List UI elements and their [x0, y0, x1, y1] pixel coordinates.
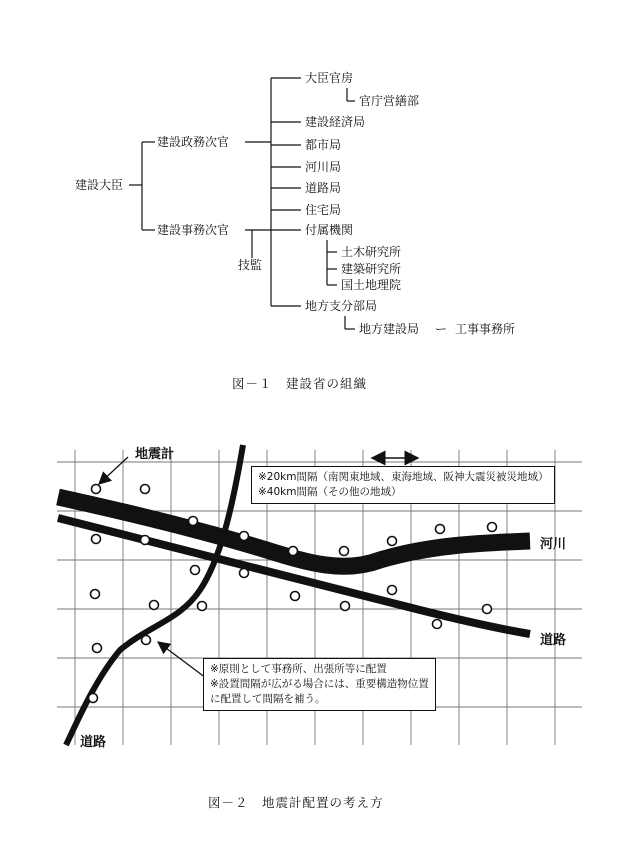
minister-label: 建設大臣 — [75, 178, 124, 192]
placement-note-line: ※原則として事務所、出張所等に配置 — [210, 663, 387, 675]
bureau-item: 地方支分部局 — [305, 299, 378, 313]
spacing-note-line: ※40km間隔（その他の地域） — [258, 486, 402, 498]
seismometer-dot — [289, 547, 298, 556]
sub-unit-item: 国土地理院 — [341, 278, 402, 292]
placement-note-line: に配置して間隔を補う。 — [210, 693, 326, 705]
seismometer-dot — [341, 602, 350, 611]
figure2-caption: 図－２ 地震計配置の考え方 — [208, 795, 384, 810]
bureau-item: 付属機関 — [305, 223, 354, 237]
bureau-item: 都市局 — [305, 138, 342, 152]
placement-note-box — [203, 658, 436, 711]
road-label-left: 道路 — [80, 735, 107, 750]
bureau-item: 住宅局 — [305, 203, 342, 217]
seismometer-dot — [92, 485, 101, 494]
sub-unit-item: 土木研究所 — [341, 245, 402, 259]
seismometer-dot — [189, 517, 198, 526]
spacing-note-line: ※20km間隔（南関東地域、東海地域、阪神大震災被災地域） — [258, 471, 549, 483]
figure1-caption: 図－１ 建設省の組織 — [232, 376, 368, 391]
vice-minister-admin: 建設事務次官 — [157, 223, 230, 237]
bureau-item: 河川局 — [305, 160, 342, 174]
seismometer-dot — [141, 536, 150, 545]
seismometer-dot — [93, 644, 102, 653]
seismometer-dot — [92, 535, 101, 544]
sub-unit-item: 官庁営繕部 — [359, 94, 420, 108]
seismometer-dot — [150, 601, 159, 610]
seismometer-dot — [141, 485, 150, 494]
seismometer-dot — [388, 537, 397, 546]
placement-note-line: ※設置間隔が広がる場合には、重要構造物位置 — [210, 678, 429, 690]
seismometer-dot — [291, 592, 300, 601]
vice-minister-political: 建設政務次官 — [157, 135, 230, 149]
dash-connector: ー — [435, 322, 448, 336]
engineering-supervisor: 技監 — [238, 258, 263, 272]
bureau-item: 大臣官房 — [305, 71, 354, 85]
seismometer-dot — [191, 566, 200, 575]
seismometer-dot — [483, 605, 492, 614]
seismometer-dot — [240, 532, 249, 541]
seismometer-label: 地震計 — [135, 447, 175, 462]
road-label-right: 道路 — [540, 633, 567, 648]
seismometer-dot — [340, 547, 349, 556]
seismometer-dot — [142, 636, 151, 645]
bureau-item: 道路局 — [305, 181, 342, 195]
sub-unit-item: 建築研究所 — [341, 262, 402, 276]
seismometer-dot — [433, 620, 442, 629]
seismometer-pointer — [99, 457, 128, 484]
seismometer-dot — [436, 525, 445, 534]
bureau-item: 建設経済局 — [305, 115, 366, 129]
seismometer-dot — [198, 602, 207, 611]
river-label: 河川 — [540, 537, 567, 552]
spacing-note-box — [251, 466, 555, 504]
sub-unit-item: 工事事務所 — [455, 322, 516, 336]
seismometer-dot — [388, 586, 397, 595]
sub-unit-item: 地方建設局 — [359, 322, 420, 336]
seismometer-dot — [488, 523, 497, 532]
seismometer-dot — [91, 590, 100, 599]
seismometer-dot — [89, 694, 98, 703]
seismometer-dot — [240, 569, 249, 578]
